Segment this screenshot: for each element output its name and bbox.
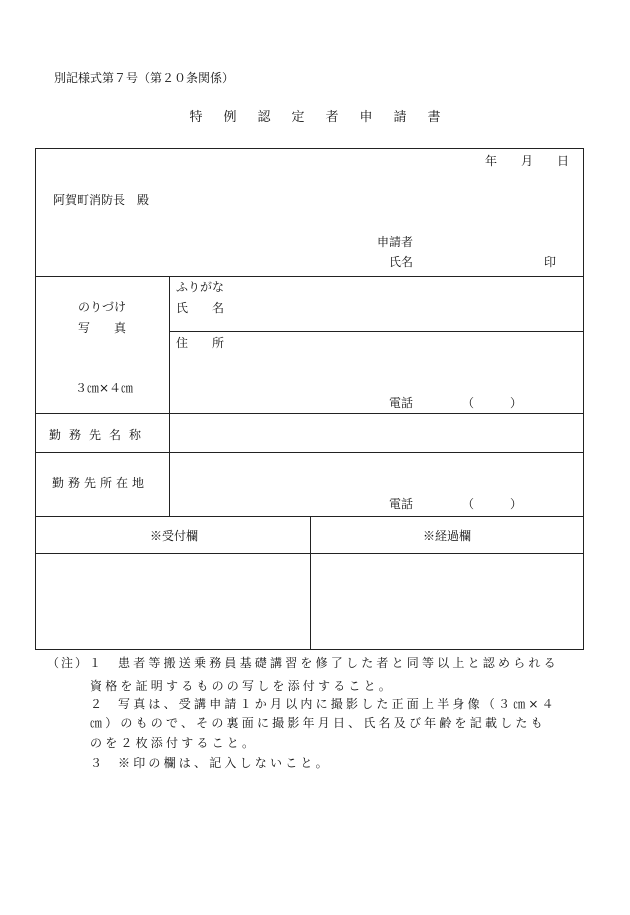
photo-label: 写 真 — [78, 321, 127, 335]
workplace-name-label: 勤務先名称 — [49, 428, 150, 442]
note-3-number: ３ — [90, 756, 106, 770]
workplace-phone-parens: （ ） — [462, 497, 523, 511]
date-day: 日 — [557, 154, 570, 168]
person-phone-parens: （ ） — [462, 396, 523, 410]
row-divider-name — [169, 331, 584, 332]
note-1-prefix: （注）１ — [47, 656, 104, 670]
note-2-line-2: ㎝）のもので、その裏面に撮影年月日、氏名及び年齢を記載したも — [90, 716, 546, 730]
photo-size: ３㎝×４㎝ — [75, 381, 134, 395]
furigana-label: ふりがな — [176, 280, 225, 294]
form-reference: 別記様式第７号（第２０条関係） — [54, 71, 235, 85]
col-divider-office — [310, 516, 311, 650]
note-2-number: ２ — [90, 697, 106, 711]
addressee: 阿賀町消防長 殿 — [53, 193, 150, 207]
row-divider-workplace-name — [36, 452, 584, 453]
row-divider-address — [36, 413, 584, 414]
reception-column-label: ※受付欄 — [150, 529, 199, 543]
name-label: 氏名 — [389, 255, 414, 269]
person-name-label: 氏 名 — [176, 301, 225, 315]
application-form-table — [35, 148, 584, 650]
applicant-label: 申請者 — [377, 235, 414, 249]
workplace-phone-label: 電話 — [389, 497, 414, 511]
photo-paste-label: のりづけ — [78, 300, 127, 314]
progress-column-label: ※経過欄 — [423, 529, 472, 543]
person-phone-label: 電話 — [389, 396, 414, 410]
date-month: 月 — [521, 154, 534, 168]
note-1-line-2: 資格を証明するものの写しを添付すること。 — [90, 679, 395, 693]
row-divider-top — [36, 276, 584, 277]
note-2-line-1: 写真は、受講申請１か月以内に撮影した正面上半身像（３㎝×４ — [118, 697, 557, 711]
workplace-address-label: 勤務先所在地 — [52, 476, 149, 490]
seal-mark: 印 — [544, 255, 557, 269]
note-2-line-3: のを２枚添付すること。 — [90, 736, 258, 750]
date-year: 年 — [485, 154, 498, 168]
col-divider-label — [169, 276, 170, 516]
address-label: 住 所 — [176, 336, 225, 350]
note-1-line-1: 患者等搬送乗務員基礎講習を修了した者と同等以上と認められる — [118, 656, 559, 670]
document-title: 特例認定者申請書 — [189, 110, 462, 125]
note-3-line-1: ※印の欄は、記入しないこと。 — [118, 756, 331, 770]
